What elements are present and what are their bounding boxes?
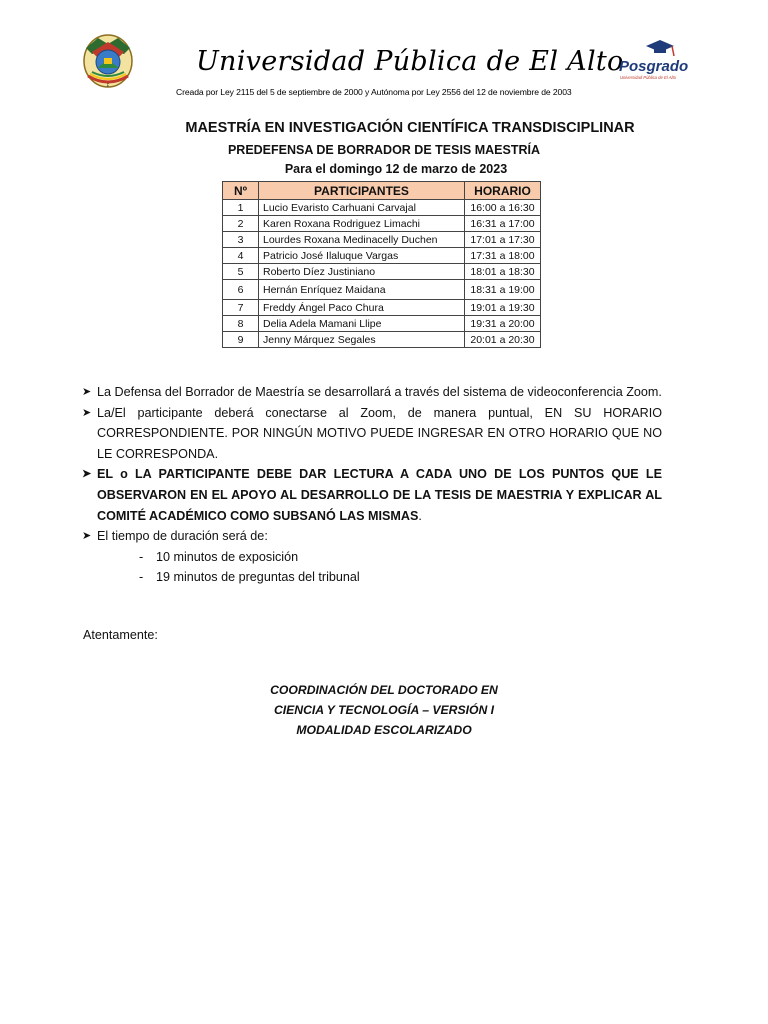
table-row [223, 232, 541, 248]
time-slot: 16:00 a 16:30 [465, 200, 541, 216]
table-row [223, 200, 541, 216]
row-number: 4 [223, 248, 259, 264]
table-row [223, 264, 541, 280]
instruction-text: El tiempo de duración será de: [97, 529, 268, 544]
event-title: PREDEFENSA DE BORRADOR DE TESIS MAESTRÍA [227, 143, 541, 157]
table-row [223, 216, 541, 232]
signature-line: COORDINACIÓN DEL DOCTORADO EN [270, 683, 498, 697]
participant-name: Lucio Evaristo Carhuani Carvajal [259, 200, 465, 216]
event-date: Para el domingo 12 de marzo de 2023 [284, 162, 508, 176]
duration-text: 19 minutos de preguntas del tribunal [156, 570, 360, 585]
participant-name: Jenny Márquez Segales [259, 332, 465, 348]
instructions-list [82, 382, 662, 588]
schedule-table [222, 181, 541, 348]
instruction-period: . [418, 508, 422, 523]
participant-name: Delia Adela Mamani Llipe [259, 316, 465, 332]
arrow-bullet-icon: ➤ [82, 530, 92, 543]
row-number: 7 [223, 300, 259, 316]
instruction-text: La Defensa del Borrador de Maestría se desarrollará a través del sistema de videoconferencia Zoom. [97, 385, 662, 399]
dash-bullet: - [139, 549, 144, 564]
creation-law-note: Creada por Ley 2115 del 5 de septiembre de 2000 y Autónoma por Ley 2556 del 12 de noviembre de 2003 [176, 87, 572, 97]
instruction-text: La/El participante deberá conectarse al Zoom, de manera puntual, EN SU HORARIO CORRESPONDIENTE. POR NINGÚN MOTIVO PUEDE INGRESAR EN OTRO HORARIO QUE NO LE CORRESPONDA. [97, 405, 662, 461]
dash-bullet: - [139, 570, 144, 585]
time-slot: 17:01 a 17:30 [465, 232, 541, 248]
row-number: 9 [223, 332, 259, 348]
row-number: 3 [223, 232, 259, 248]
time-slot: 19:01 a 19:30 [465, 300, 541, 316]
participant-name: Roberto Díez Justiniano [259, 264, 465, 280]
table-row [223, 300, 541, 316]
row-number: 1 [223, 200, 259, 216]
university-name: Universidad Pública de El Alto [196, 46, 624, 77]
table-row [223, 248, 541, 264]
header-schedule: HORARIO [465, 182, 541, 200]
arrow-bullet-icon: ➤ [82, 386, 92, 398]
participant-name: Lourdes Roxana Medinacelly Duchen [259, 232, 465, 248]
university-coat-of-arms-logo [78, 28, 138, 90]
time-slot: 18:31 a 19:00 [465, 280, 541, 300]
duration-item [82, 567, 662, 588]
participant-name: Freddy Ángel Paco Chura [259, 300, 465, 316]
time-slot: 20:01 a 20:30 [465, 332, 541, 348]
table-row [223, 316, 541, 332]
list-item [82, 382, 662, 403]
signature-block [0, 680, 768, 740]
participant-name: Karen Roxana Rodriguez Limachi [259, 216, 465, 232]
participant-name: Hernán Enríquez Maidana [259, 280, 465, 300]
table-row [223, 280, 541, 300]
document-header [0, 0, 768, 110]
instruction-text: EL o LA PARTICIPANTE DEBE DAR LECTURA A CADA UNO DE LOS PUNTOS QUE LE OBSERVARON EN EL APOYO AL DESARROLLO DE LA TESIS DE MAESTRIA Y EXPLICAR AL COMITÉ ACADÉMICO COMO SUBSANÓ LAS MISMAS [97, 467, 662, 523]
closing-salutation: Atentamente: [83, 628, 158, 642]
duration-item [82, 547, 662, 568]
signature-line: CIENCIA Y TECNOLOGÍA – VERSIÓN I [273, 703, 495, 717]
arrow-bullet-icon: ➤ [82, 406, 92, 419]
list-item [82, 526, 662, 547]
header-number: Nº [223, 182, 259, 200]
row-number: 5 [223, 264, 259, 280]
program-title: MAESTRÍA EN INVESTIGACIÓN CIENTÍFICA TRANSDISCIPLINAR [185, 120, 635, 136]
header-participants: PARTICIPANTES [259, 182, 465, 200]
posgrado-logo-text: Posgrado [619, 58, 689, 75]
row-number: 2 [223, 216, 259, 232]
row-number: 6 [223, 280, 259, 300]
participant-name: Patricio José Ilaluque Vargas [259, 248, 465, 264]
posgrado-logo-subtext: Universidad Pública de El Alto [620, 75, 676, 80]
time-slot: 18:01 a 18:30 [465, 264, 541, 280]
list-item [82, 464, 662, 526]
table-row [223, 332, 541, 348]
list-item [82, 403, 662, 465]
posgrado-logo [616, 38, 706, 86]
svg-text:E: E [106, 83, 110, 88]
row-number: 8 [223, 316, 259, 332]
signature-line: MODALIDAD ESCOLARIZADO [296, 723, 472, 737]
schedule-header-row [223, 182, 541, 200]
time-slot: 16:31 a 17:00 [465, 216, 541, 232]
time-slot: 19:31 a 20:00 [465, 316, 541, 332]
time-slot: 17:31 a 18:00 [465, 248, 541, 264]
arrow-bullet-icon: ➤ [82, 468, 92, 481]
duration-text: 10 minutos de exposición [156, 549, 299, 564]
